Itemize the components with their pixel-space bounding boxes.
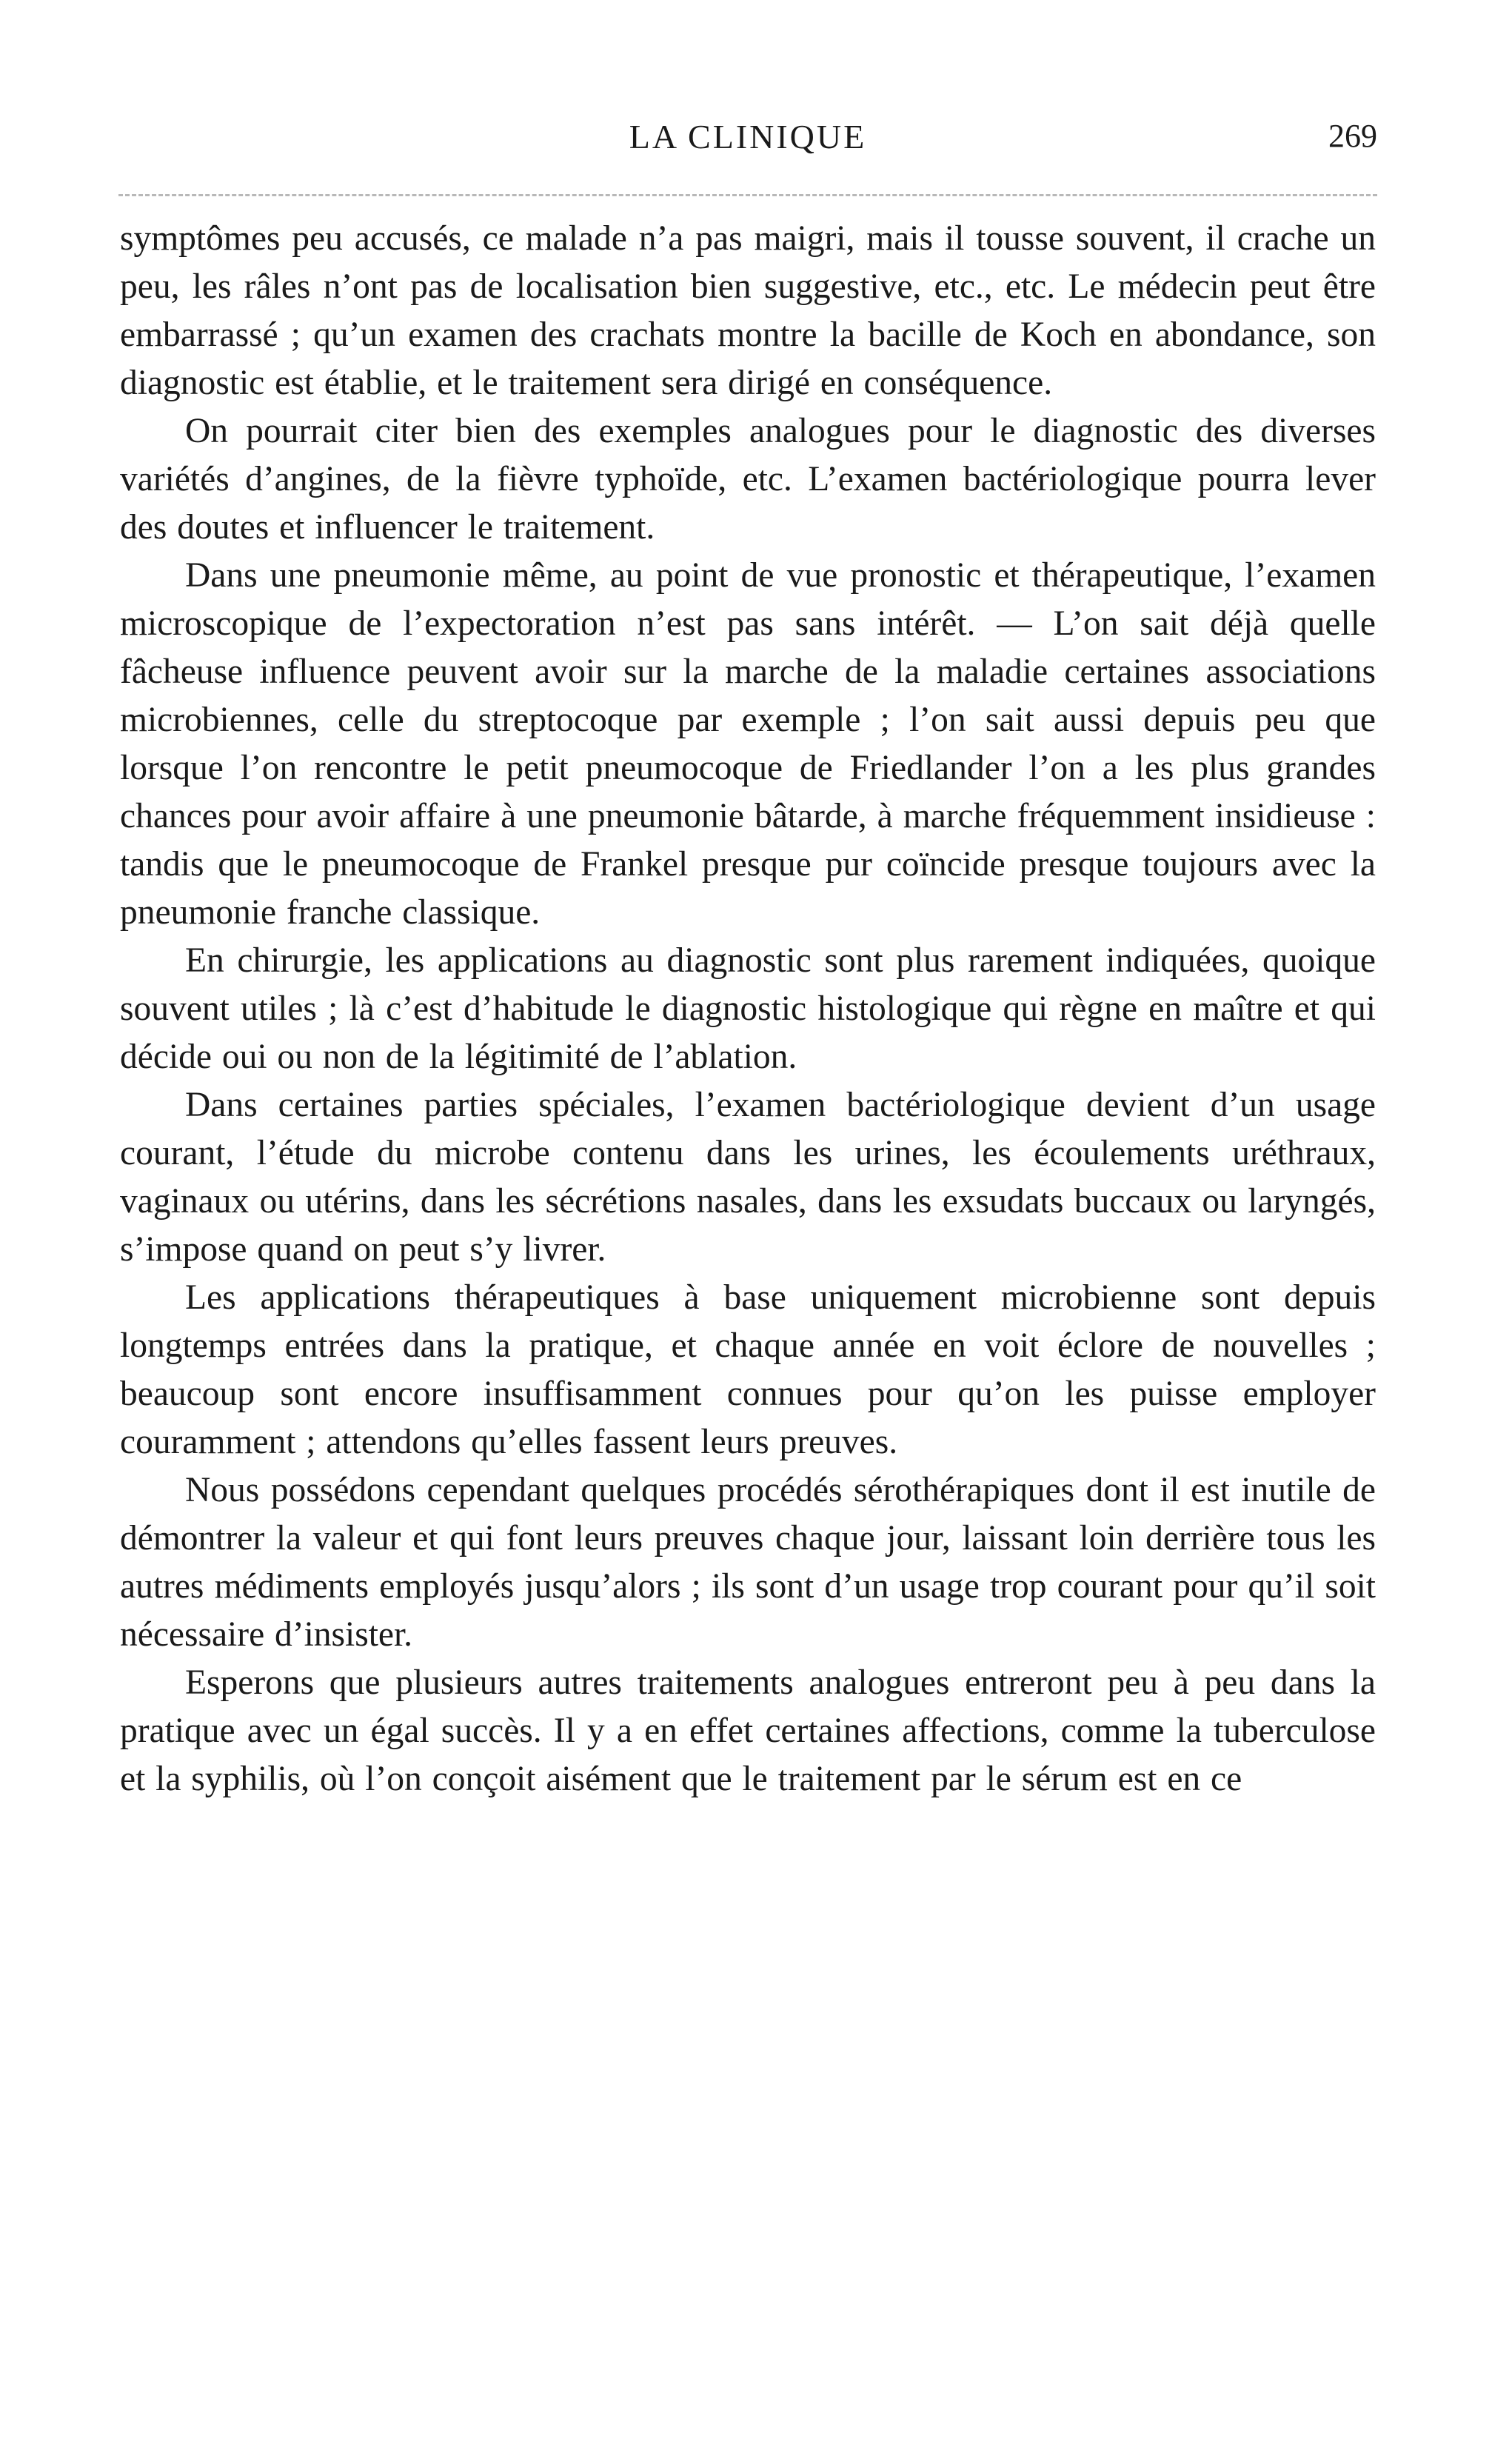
paragraph: Dans une pneumonie même, au point de vue pronostic et thérapeutique, l’examen microscopique de l’expectoration n’est pas sans intérêt. — L’on sait déjà quelle fâcheuse influence peuvent avoir sur la marche de la maladie certaines associations microbiennes, celle du streptocoque par exemple ; l’on sait aussi depuis peu que lorsque l’on rencontre le petit pneumocoque de Friedlander l’on a les plus grandes chances pour avoir affaire à une pneumonie bâtarde, à marche fréquemment insidieuse : tandis que le pneumocoque de Frankel presque pur coïncide presque toujours avec la pneumonie franche classique. bbox=[120, 556, 1376, 932]
paragraph: Esperons que plusieurs autres traitements analogues entreront peu à peu dans la pratique avec un égal succès. Il y a en effet certaines affections, comme la tuberculose et la syphilis, où l’on conçoit aisément que le traitement par le sérum est en ce bbox=[120, 1663, 1376, 1798]
paragraph: Dans certaines parties spéciales, l’examen bactériologique devient d’un usage courant, l’étude du microbe contenu dans les urines, les écoulements uréthraux, vaginaux ou utérins, dans les sécrétions nasales, dans les exsudats buccaux ou laryngés, s’impose quand on peut s’y livrer. bbox=[120, 1086, 1376, 1269]
paragraph: symptômes peu accusés, ce malade n’a pas maigri, mais il tousse souvent, il crache un peu, les râles n’ont pas de localisation bien suggestive, etc., etc. Le médecin peut être embarrassé ; qu’un examen des crachats montre la bacille de Koch en abondance, son diagnostic est établie, et le traitement sera dirigé en conséquence. bbox=[120, 219, 1376, 402]
paragraph: Nous possédons cependant quelques procédés sérothérapiques dont il est inutile de démontrer la valeur et qui font leurs preuves chaque jour, laissant loin derrière tous les autres médiments employés jusqu’alors ; ils sont d’un usage trop courant pour qu’il soit nécessaire d’insister. bbox=[120, 1471, 1376, 1654]
header-rule bbox=[118, 194, 1377, 196]
body-text bbox=[120, 215, 1376, 1803]
page-header bbox=[118, 117, 1377, 169]
paragraph: Les applications thérapeutiques à base uniquement microbienne sont depuis longtemps entrées dans la pratique, et chaque année en voit éclore de nouvelles ; beaucoup sont encore insuffisamment connues pour qu’on les puisse employer couramment ; attendons qu’elles fassent leurs preuves. bbox=[120, 1278, 1376, 1461]
paragraph: On pourrait citer bien des exemples analogues pour le diagnostic des diverses variétés d’angines, de la fièvre typhoïde, etc. L’examen bactériologique pourra lever des doutes et influencer le traitement. bbox=[120, 412, 1376, 547]
running-title: LA CLINIQUE bbox=[629, 118, 867, 156]
page-number: 269 bbox=[1328, 118, 1377, 154]
paragraph: En chirurgie, les applications au diagnostic sont plus rarement indiquées, quoique souvent utiles ; là c’est d’habitude le diagnostic histologique qui règne en maître et qui décide oui ou non de la légitimité de l’ablation. bbox=[120, 941, 1376, 1076]
